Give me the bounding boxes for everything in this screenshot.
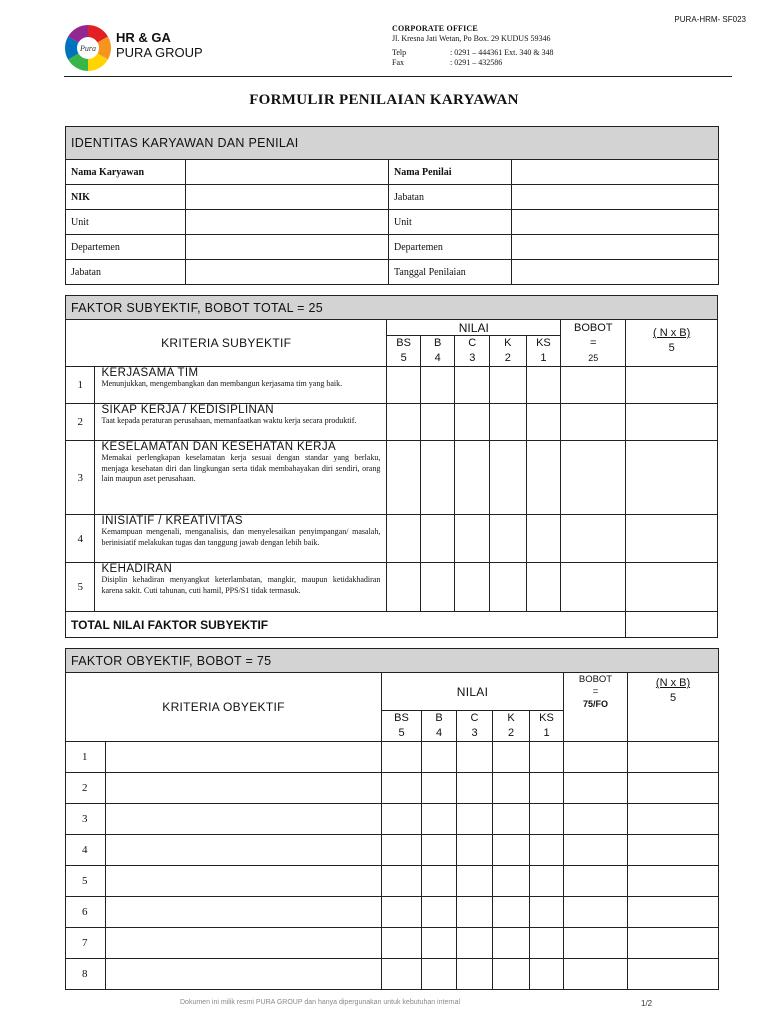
criteria-cell [95, 404, 387, 441]
bobot-cell[interactable] [564, 959, 628, 990]
item-number: 4 [66, 515, 95, 563]
objective-table [65, 648, 719, 990]
criteria-row [66, 367, 718, 404]
score-ks-cell[interactable] [530, 928, 564, 959]
criteria-description: Menunjukkan, mengembangkan dan membangun kerjasama tim yang baik. [101, 379, 343, 388]
score-c-cell[interactable] [457, 897, 493, 928]
nxb-header [628, 673, 719, 742]
score-ks-cell[interactable] [526, 441, 561, 515]
bobot-value: 25 [588, 352, 599, 363]
nxb-cell[interactable] [626, 367, 718, 404]
score-b-cell[interactable] [422, 928, 457, 959]
objective-row [66, 742, 719, 773]
row-number: 1 [66, 742, 106, 773]
code-value: 3 [471, 727, 478, 739]
criteria-description: Kemampuan mengenali, menganalisis, dan menyelesaikan penyimpangan/ masalah, berinisiatif melakukan tugas dan tanggung jawab dengan lebih baik. [101, 527, 381, 547]
criteria-title: INISIATIF / KREATIVITAS [101, 515, 243, 527]
score-c-cell[interactable] [457, 742, 493, 773]
bobot-header [564, 673, 628, 742]
score-bs-cell[interactable] [387, 367, 421, 404]
code-value: 1 [540, 352, 547, 364]
objective-row [66, 835, 719, 866]
score-bs-cell[interactable] [382, 773, 422, 804]
document-footer [0, 999, 768, 1013]
unit-karyawan-label: Unit [66, 210, 186, 235]
nxb-cell[interactable] [626, 515, 718, 563]
jabatan-karyawan-label: Jabatan [66, 260, 186, 285]
row-number: 4 [66, 835, 106, 866]
code-b [422, 711, 457, 742]
criteria-field[interactable] [106, 835, 382, 866]
bobot-cell[interactable] [561, 515, 626, 563]
score-k-cell[interactable] [490, 404, 527, 441]
score-k-cell[interactable] [493, 866, 530, 897]
document-header [0, 0, 768, 80]
nama-karyawan-label: Nama Karyawan [66, 160, 186, 185]
total-subyektif-label: TOTAL NILAI FAKTOR SUBYEKTIF [66, 612, 626, 638]
score-k-cell[interactable] [493, 742, 530, 773]
item-number: 1 [66, 367, 95, 404]
fax-value: : 0291 – 432586 [450, 58, 503, 67]
header-divider [64, 76, 732, 77]
fax-row [392, 58, 554, 68]
criteria-title: KERJASAMA TIM [101, 367, 199, 379]
nxb-label: (N x B) [655, 677, 691, 689]
criteria-title: KEHADIRAN [101, 563, 173, 575]
bobot-cell[interactable] [564, 742, 628, 773]
jabatan-karyawan-field[interactable] [186, 260, 389, 285]
nxb-cell[interactable] [626, 563, 718, 612]
score-c-cell[interactable] [457, 804, 493, 835]
score-k-cell[interactable] [493, 835, 530, 866]
criteria-cell [95, 367, 387, 404]
score-b-cell[interactable] [422, 959, 457, 990]
code-label: B [435, 712, 443, 724]
score-ks-cell[interactable] [526, 367, 561, 404]
score-ks-cell[interactable] [526, 404, 561, 441]
logo-line-2: PURA GROUP [116, 45, 203, 60]
bobot-cell[interactable] [561, 563, 626, 612]
identity-row [66, 160, 719, 185]
nama-penilai-field[interactable] [512, 160, 719, 185]
bobot-label: BOBOT [578, 674, 613, 685]
score-bs-cell[interactable] [382, 804, 422, 835]
item-number: 5 [66, 563, 95, 612]
score-ks-cell[interactable] [530, 897, 564, 928]
code-ks [526, 336, 561, 367]
nik-label: NIK [66, 185, 186, 210]
identity-row [66, 235, 719, 260]
row-number: 3 [66, 804, 106, 835]
unit-karyawan-field[interactable] [186, 210, 389, 235]
bobot-eq: = [590, 336, 597, 349]
code-value: 2 [507, 727, 515, 739]
row-number: 5 [66, 866, 106, 897]
score-k-cell[interactable] [493, 773, 530, 804]
identity-row [66, 260, 719, 285]
document-code: PURA-HRM- SF023 [674, 15, 746, 24]
bobot-header [561, 320, 626, 367]
code-value: 5 [400, 352, 407, 364]
score-b-cell[interactable] [420, 441, 455, 515]
score-b-cell[interactable] [422, 742, 457, 773]
bobot-cell[interactable] [561, 367, 626, 404]
code-k [490, 336, 527, 367]
jabatan-penilai-field[interactable] [512, 185, 719, 210]
corporate-office-info [392, 24, 554, 68]
score-k-cell[interactable] [490, 563, 527, 612]
criteria-row [66, 441, 718, 515]
score-b-cell[interactable] [422, 804, 457, 835]
code-c [455, 336, 490, 367]
criteria-cell [95, 515, 387, 563]
criteria-field[interactable] [106, 928, 382, 959]
nxb-cell[interactable] [628, 742, 719, 773]
company-name [116, 30, 203, 60]
score-ks-cell[interactable] [530, 866, 564, 897]
corporate-address: Jl. Kresna Jati Wetan, Po Box. 29 KUDUS 59346 [392, 34, 551, 43]
criteria-description: Taat kepada peraturan perusahaan, memanfaatkan waktu kerja secara produktif. [101, 416, 357, 425]
code-b [420, 336, 455, 367]
nxb-divisor: 5 [669, 692, 677, 704]
score-bs-cell[interactable] [382, 742, 422, 773]
row-number: 2 [66, 773, 106, 804]
bobot-cell[interactable] [564, 866, 628, 897]
score-b-cell[interactable] [422, 773, 457, 804]
code-value: 1 [543, 727, 550, 739]
code-label: K [504, 337, 512, 349]
score-b-cell[interactable] [422, 897, 457, 928]
score-b-cell[interactable] [422, 866, 457, 897]
tanggal-penilaian-label: Tanggal Penilaian [389, 260, 512, 285]
criteria-field[interactable] [106, 804, 382, 835]
score-bs-cell[interactable] [387, 404, 421, 441]
pura-group-logo-icon [64, 24, 112, 72]
criteria-description: Memakai perlengkapan keselamatan kerja sesuai dengan standar yang berlaku, menjaga kesehatan diri dan lingkungan serta tidak membahayakan diri sendiri, orang lain maupun aset perusahaan. [101, 453, 381, 483]
objective-row [66, 773, 719, 804]
corporate-office-title: CORPORATE OFFICE [392, 24, 478, 33]
identity-section-title: IDENTITAS KARYAWAN DAN PENILAI [66, 127, 719, 160]
bobot-cell[interactable] [564, 897, 628, 928]
score-k-cell[interactable] [493, 897, 530, 928]
form-title: FORMULIR PENILAIAN KARYAWAN [249, 92, 519, 108]
score-k-cell[interactable] [490, 515, 527, 563]
criteria-field[interactable] [106, 897, 382, 928]
footer-note: Dokumen ini milik resmi PURA GROUP dan hanya dipergunakan untuk kebutuhan internal [180, 999, 461, 1006]
score-b-cell[interactable] [420, 404, 455, 441]
objective-section-title: FAKTOR OBYEKTIF, BOBOT = 75 [66, 649, 719, 673]
score-b-cell[interactable] [420, 367, 455, 404]
telp-value: : 0291 – 444361 Ext. 340 & 348 [450, 48, 554, 57]
nxb-cell[interactable] [628, 959, 719, 990]
nama-penilai-label: Nama Penilai [389, 160, 512, 185]
code-label: C [470, 712, 479, 724]
score-b-cell[interactable] [420, 563, 455, 612]
objective-row [66, 928, 719, 959]
code-label: BS [396, 337, 411, 349]
score-ks-cell[interactable] [530, 959, 564, 990]
score-bs-cell[interactable] [382, 959, 422, 990]
bobot-cell[interactable] [561, 404, 626, 441]
nxb-cell[interactable] [626, 404, 718, 441]
score-c-cell[interactable] [455, 404, 490, 441]
score-c-cell[interactable] [457, 773, 493, 804]
score-k-cell[interactable] [490, 441, 527, 515]
score-c-cell[interactable] [457, 866, 493, 897]
score-ks-cell[interactable] [526, 515, 561, 563]
nxb-cell[interactable] [628, 804, 719, 835]
criteria-field[interactable] [106, 742, 382, 773]
score-c-cell[interactable] [455, 563, 490, 612]
score-k-cell[interactable] [493, 804, 530, 835]
score-bs-cell[interactable] [382, 835, 422, 866]
row-number: 8 [66, 959, 106, 990]
bobot-cell[interactable] [564, 928, 628, 959]
subjective-section-title: FAKTOR SUBYEKTIF, BOBOT TOTAL = 25 [66, 296, 718, 320]
bobot-cell[interactable] [564, 773, 628, 804]
identity-row [66, 210, 719, 235]
item-number: 2 [66, 404, 95, 441]
score-bs-cell[interactable] [387, 515, 421, 563]
code-value: 4 [435, 727, 443, 739]
nilai-header: NILAI [382, 673, 564, 711]
criteria-field[interactable] [106, 959, 382, 990]
code-label: KS [536, 337, 551, 349]
score-ks-cell[interactable] [530, 804, 564, 835]
score-c-cell[interactable] [455, 441, 490, 515]
unit-penilai-label: Unit [389, 210, 512, 235]
code-value: 3 [469, 352, 476, 364]
criteria-row [66, 563, 718, 612]
bobot-cell[interactable] [564, 804, 628, 835]
page-number: 1/2 [641, 999, 653, 1008]
code-label: B [434, 337, 442, 349]
bobot-cell[interactable] [561, 441, 626, 515]
code-value: 4 [434, 352, 441, 364]
score-c-cell[interactable] [455, 515, 490, 563]
telp-row [392, 48, 554, 58]
bobot-cell[interactable] [564, 835, 628, 866]
score-k-cell[interactable] [493, 959, 530, 990]
code-k [493, 711, 530, 742]
score-ks-cell[interactable] [530, 742, 564, 773]
telp-label: Telp [392, 48, 407, 57]
criteria-cell [95, 441, 387, 515]
objective-row [66, 959, 719, 990]
objective-row [66, 897, 719, 928]
nxb-cell[interactable] [628, 835, 719, 866]
departemen-penilai-field[interactable] [512, 235, 719, 260]
nilai-header: NILAI [387, 320, 561, 336]
criteria-field[interactable] [106, 866, 382, 897]
departemen-karyawan-label: Departemen [66, 235, 186, 260]
nxb-header [626, 320, 718, 367]
objective-row [66, 866, 719, 897]
criteria-row [66, 404, 718, 441]
total-subyektif-field[interactable] [626, 612, 718, 638]
item-number: 3 [66, 441, 95, 515]
nxb-cell[interactable] [628, 866, 719, 897]
score-bs-cell[interactable] [382, 897, 422, 928]
identity-table [65, 126, 719, 285]
criteria-description: Disiplin kehadiran menyangkut keterlambatan, mangkir, maupun ketidakhadiran karena sakit. Cuti tahunan, cuti hamil, PPS/S1 tidak termasuk. [101, 575, 381, 595]
score-bs-cell[interactable] [387, 563, 421, 612]
nxb-cell[interactable] [628, 773, 719, 804]
score-b-cell[interactable] [422, 835, 457, 866]
criteria-field[interactable] [106, 773, 382, 804]
fax-label: Fax [392, 58, 404, 67]
identity-row [66, 185, 719, 210]
total-row [66, 612, 718, 638]
bobot-label: BOBOT [573, 321, 613, 334]
score-bs-cell[interactable] [382, 866, 422, 897]
logo-line-1: HR & GA [116, 30, 171, 45]
departemen-penilai-label: Departemen [389, 235, 512, 260]
score-k-cell[interactable] [493, 928, 530, 959]
score-ks-cell[interactable] [530, 773, 564, 804]
score-k-cell[interactable] [490, 367, 527, 404]
criteria-cell [95, 563, 387, 612]
bobot-eq: = [592, 686, 599, 697]
code-label: K [507, 712, 515, 724]
score-bs-cell[interactable] [382, 928, 422, 959]
row-number: 6 [66, 897, 106, 928]
criteria-title: SIKAP KERJA / KEDISIPLINAN [101, 404, 275, 416]
nik-field[interactable] [186, 185, 389, 210]
score-c-cell[interactable] [457, 928, 493, 959]
criteria-row [66, 515, 718, 563]
code-c [457, 711, 493, 742]
score-ks-cell[interactable] [526, 563, 561, 612]
score-ks-cell[interactable] [530, 835, 564, 866]
code-ks [530, 711, 564, 742]
departemen-karyawan-field[interactable] [186, 235, 389, 260]
tanggal-penilaian-field[interactable] [512, 260, 719, 285]
nama-karyawan-field[interactable] [186, 160, 389, 185]
code-value: 2 [504, 352, 511, 364]
nxb-label: ( N x B) [653, 327, 691, 339]
nxb-cell[interactable] [626, 441, 718, 515]
nxb-divisor: 5 [668, 342, 675, 354]
nxb-cell[interactable] [628, 928, 719, 959]
jabatan-penilai-label: Jabatan [389, 185, 512, 210]
code-label: C [468, 337, 477, 349]
score-c-cell[interactable] [455, 367, 490, 404]
code-bs [387, 336, 421, 367]
row-number: 7 [66, 928, 106, 959]
subjective-table [65, 295, 718, 638]
score-c-cell[interactable] [457, 835, 493, 866]
score-c-cell[interactable] [457, 959, 493, 990]
score-bs-cell[interactable] [387, 441, 421, 515]
criteria-title: KESELAMATAN DAN KESEHATAN KERJA [101, 441, 337, 453]
bobot-value: 75/FO [582, 699, 608, 709]
score-b-cell[interactable] [420, 515, 455, 563]
code-value: 5 [398, 727, 405, 739]
code-label: BS [394, 712, 409, 724]
objective-row [66, 804, 719, 835]
nxb-cell[interactable] [628, 897, 719, 928]
code-bs [382, 711, 422, 742]
logo-inner-text: Pura [80, 44, 96, 53]
unit-penilai-field[interactable] [512, 210, 719, 235]
code-label: KS [539, 712, 554, 724]
kriteria-obyektif-header: KRITERIA OBYEKTIF [66, 673, 382, 742]
kriteria-subyektif-header: KRITERIA SUBYEKTIF [66, 320, 387, 367]
